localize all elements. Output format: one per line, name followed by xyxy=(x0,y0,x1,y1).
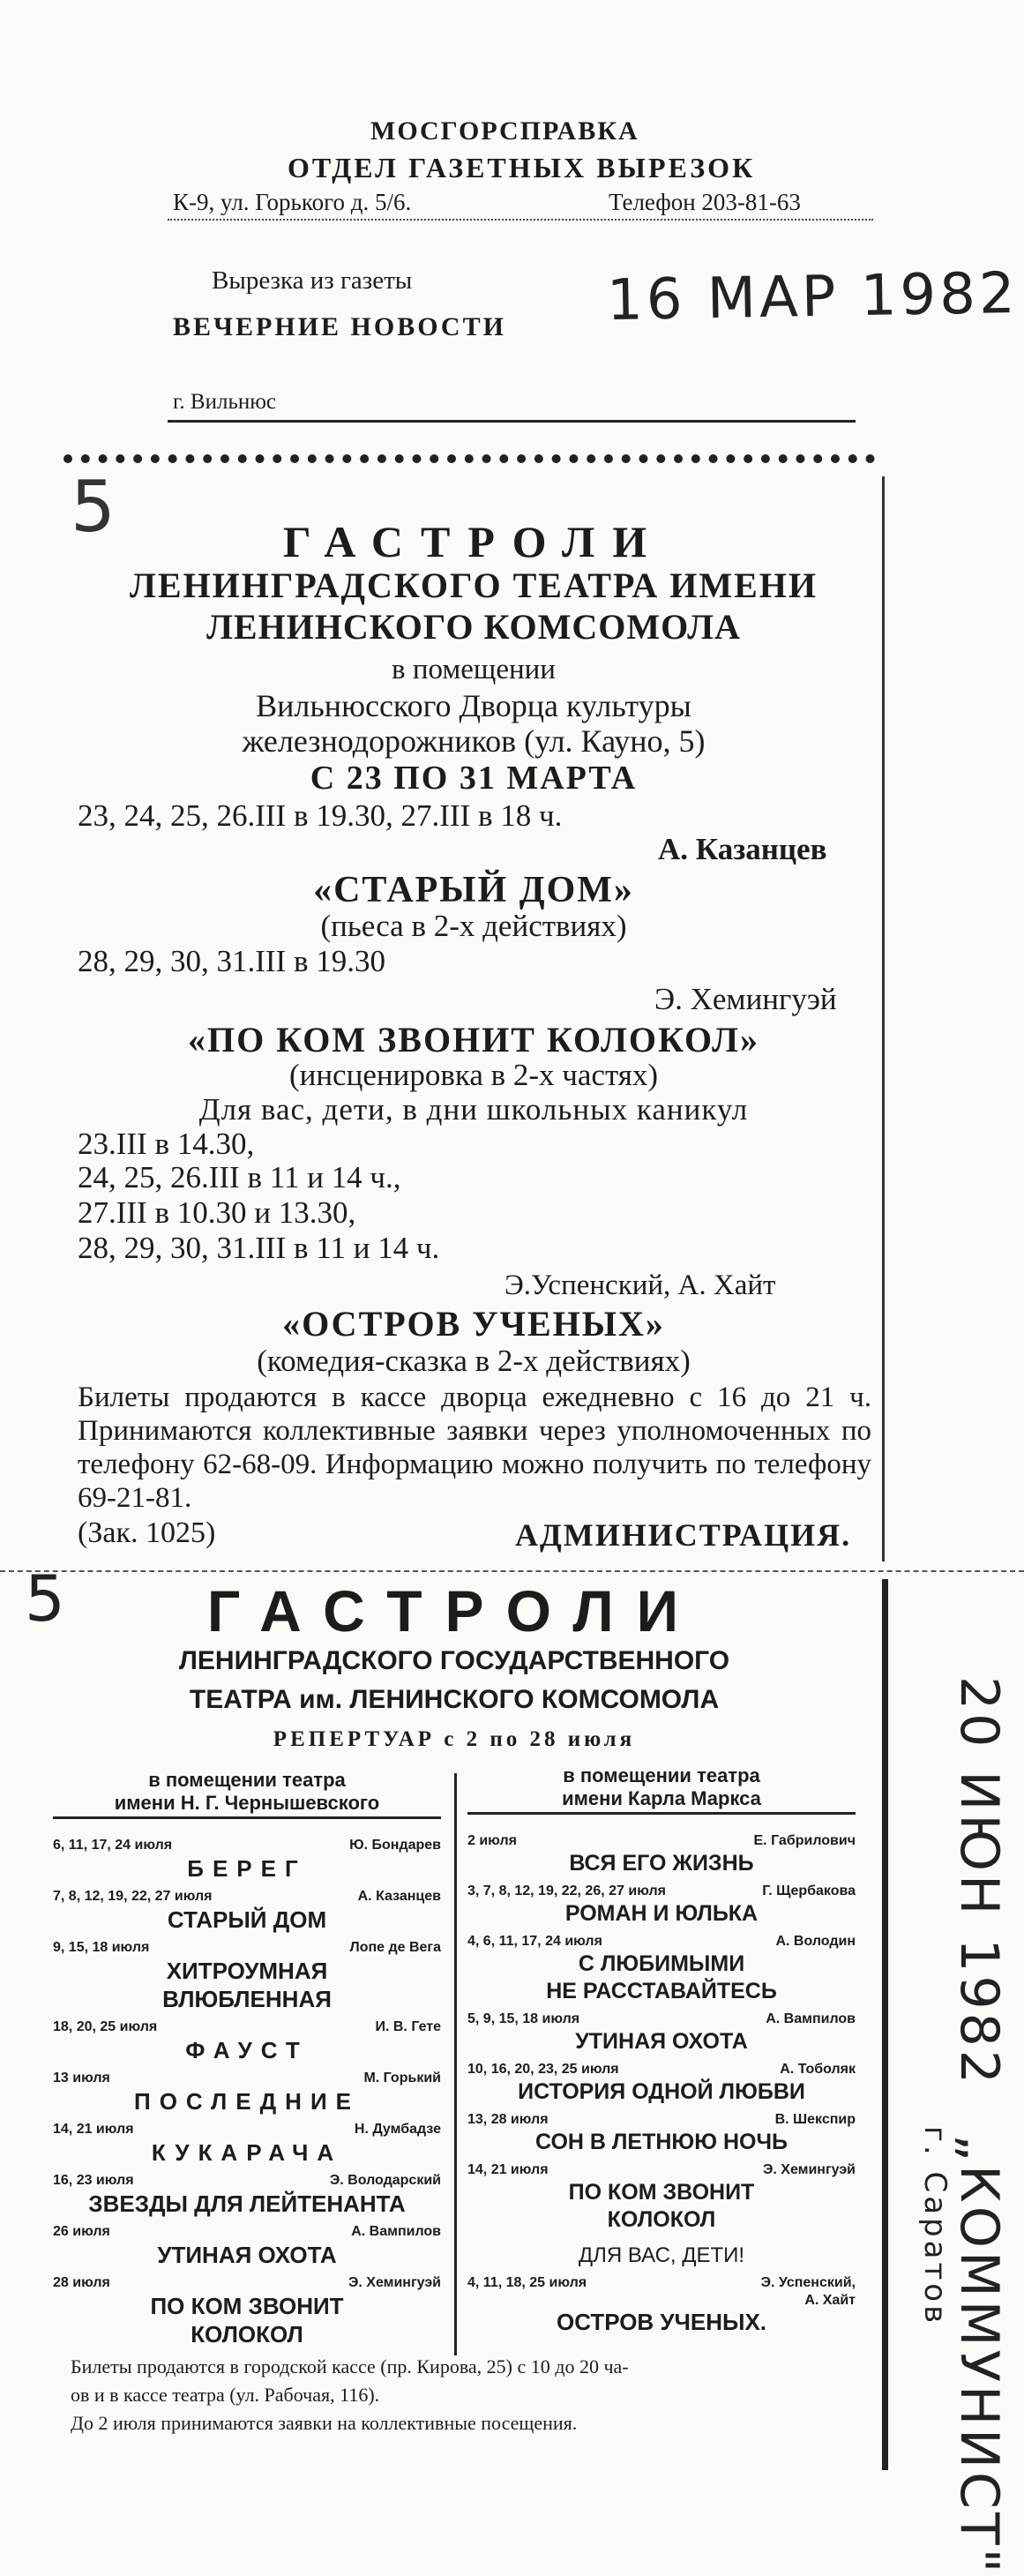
performance-dates: 28 июля xyxy=(53,2275,110,2290)
performance-author: А. Казанцев xyxy=(357,1889,441,1904)
performance-dates: 13, 28 июля xyxy=(467,2112,549,2127)
tickets-paragraph: Билеты продаются в кассе дворца ежедневно с 16 до 21 ч. Принимаются коллективные заявки через уполномоченных по телефону 62-68-09. Информацию можно получить по телефону 69-21-81. xyxy=(78,1382,871,1514)
play-title: «СТАРЫЙ ДОМ» xyxy=(313,870,634,910)
performance-title: СТАРЫЙ ДОМ xyxy=(167,1906,327,1933)
clipping-title: ГАСТРОЛИ xyxy=(282,517,665,566)
performance-title: ВЛЮБЛЕННАЯ xyxy=(162,1986,332,2012)
schedule-line: 27.III в 10.30 и 13.30, xyxy=(78,1195,356,1230)
performance-dates: 4, 6, 11, 17, 24 июля xyxy=(467,1934,602,1949)
performance-title: КУКАРАЧА xyxy=(151,2139,343,2166)
handwritten-number: 5 xyxy=(71,466,116,548)
side-stamp-paper: „КОММУНИСТ" xyxy=(948,2134,1010,2576)
clipping-subtitle: ЛЕНИНГРАДСКОГО ТЕАТРА ИМЕНИ xyxy=(130,565,818,605)
performance-title: ФАУСТ xyxy=(185,2037,309,2063)
performance-dates: 2 июля xyxy=(467,1833,517,1848)
performance-author: Н. Думбадзе xyxy=(354,2122,441,2137)
schedule-line: 28, 29, 30, 31.III в 11 и 14 ч. xyxy=(78,1231,440,1265)
performance-title: С ЛЮБИМЫМИ xyxy=(578,1951,745,1976)
performance-title: УТИНАЯ ОХОТА xyxy=(575,2029,748,2054)
performance-author: Лопе де Вега xyxy=(349,1940,441,1955)
performance-title: ПО КОМ ЗВОНИТ xyxy=(150,2293,344,2319)
performance-dates: 5, 9, 15, 18 июля xyxy=(467,2011,580,2026)
performance-title: ПО КОМ ЗВОНИТ xyxy=(568,2180,755,2205)
performance-title: ХИТРОУМНАЯ xyxy=(166,1958,328,1984)
side-stamp-date: 20 ИЮН 1982 xyxy=(948,1676,1010,2087)
header-department: ОТДЕЛ ГАЗЕТНЫХ ВЫРЕЗОК xyxy=(288,152,756,183)
header-address: К-9, ул. Горького д. 5/6. xyxy=(173,189,412,215)
schedule-line: 23, 24, 25, 26.III в 19.30, 27.III в 18 ч. xyxy=(78,798,563,833)
performance-title: УТИНАЯ ОХОТА xyxy=(157,2242,337,2268)
header-org: МОСГОРСПРАВКА xyxy=(370,116,639,146)
footer-line: До 2 июля принимаются заявки на коллективные посещения. xyxy=(71,2412,578,2434)
date-stamp: 16 МАР 1982 xyxy=(606,260,1020,334)
venue-line: железнодорожников (ул. Кауно, 5) xyxy=(242,723,706,759)
performance-dates: 4, 11, 18, 25 июля xyxy=(467,2275,587,2290)
play-description: (комедия-сказка в 2-х действиях) xyxy=(257,1344,691,1378)
signature-administration: АДМИНИСТРАЦИЯ. xyxy=(515,1517,852,1553)
performance-title: ИСТОРИЯ ОДНОЙ ЛЮБВИ xyxy=(518,2079,805,2104)
newspaper-city: г. Вильнюс xyxy=(173,390,277,414)
performance-author: А. Вампилов xyxy=(766,2011,856,2026)
performance-author: Э. Володарский xyxy=(329,2173,441,2188)
venue-line: в помещении xyxy=(392,654,556,685)
tour-dates: С 23 ПО 31 МАРТА xyxy=(310,760,638,797)
handwritten-number: 5 xyxy=(25,1561,65,1636)
header-phone: Телефон 203-81-63 xyxy=(609,189,801,215)
performance-dates: 16, 23 июля xyxy=(53,2173,134,2188)
cut-label: Вырезка из газеты xyxy=(212,266,413,295)
order-number: (Зак. 1025) xyxy=(78,1516,216,1549)
performance-title: ПОСЛЕДНИЕ xyxy=(134,2088,360,2115)
performance-dates: 14, 21 июля xyxy=(467,2162,549,2177)
performance-dates: 13 июля xyxy=(53,2071,110,2086)
venue-heading: имени Н. Г. Чернышевского xyxy=(53,1792,441,1819)
column-divider xyxy=(454,1773,457,2355)
header-rule xyxy=(168,420,856,423)
schedule-line: 28, 29, 30, 31.III в 19.30 xyxy=(78,944,385,978)
performance-dates: 26 июля xyxy=(53,2224,110,2239)
clipping-edge xyxy=(882,1579,888,2470)
venue-heading: в помещении театра xyxy=(563,1764,760,1786)
performance-author: Е. Габрилович xyxy=(753,1833,856,1848)
venue-line: Вильнюсского Дворца культуры xyxy=(256,688,691,723)
performance-author: И. В. Гете xyxy=(375,2019,441,2034)
play-description: (пьеса в 2-х действиях) xyxy=(320,909,627,943)
performance-author: В. Шекспир xyxy=(774,2112,856,2127)
clipping-subtitle: ЛЕНИНСКОГО КОМСОМОЛА xyxy=(206,607,741,647)
performance-dates: 6, 11, 17, 24 июля xyxy=(53,1838,173,1853)
performance-dates: 3, 7, 8, 12, 19, 22, 26, 27 июля xyxy=(467,1883,666,1898)
play-author: А. Казанцев xyxy=(658,832,827,866)
performance-dates: 7, 8, 12, 19, 22, 27 июля xyxy=(53,1889,213,1904)
clipping-subtitle: ТЕАТРА им. ЛЕНИНСКОГО КОМСОМОЛА xyxy=(189,1685,720,1714)
venue-heading: в помещении театра xyxy=(148,1769,346,1791)
performance-dates: 14, 21 июля xyxy=(53,2122,134,2137)
performance-author: Э. Успенский, xyxy=(760,2275,856,2290)
performance-dates: 10, 16, 20, 23, 25 июля xyxy=(467,2062,619,2077)
play-title: «ПО КОМ ЗВОНИТ КОЛОКОЛ» xyxy=(188,1020,759,1060)
clipping-title: ГАСТРОЛИ xyxy=(206,1578,702,1644)
footer-line: ов и в кассе театра (ул. Рабочая, 116). xyxy=(71,2384,380,2406)
venue-heading: имени Карла Маркса xyxy=(467,1787,856,1815)
schedule-line: 23.III в 14.30, xyxy=(78,1127,255,1161)
performance-author: Г. Щербакова xyxy=(762,1883,856,1898)
schedule-line: 24, 25, 26.III в 11 и 14 ч., xyxy=(78,1160,401,1194)
play-author: Э. Хемингуэй xyxy=(654,982,837,1016)
performance-author: Э. Хемингуэй xyxy=(348,2275,441,2290)
footer-line: Билеты продаются в городской кассе (пр. Кирова, 25) с 10 до 20 ча- xyxy=(71,2355,629,2378)
side-stamp-city: г. Саратов xyxy=(917,2126,953,2327)
performance-title: ЗВЕЗДЫ ДЛЯ ЛЕЙТЕНАНТА xyxy=(88,2190,406,2217)
clipping-1 xyxy=(64,454,884,1557)
repertoire-heading: РЕПЕРТУАР с 2 по 28 июля xyxy=(273,1727,636,1751)
play-title: «ОСТРОВ УЧЕНЫХ» xyxy=(282,1304,665,1344)
performance-author: Ю. Бондарев xyxy=(349,1838,441,1853)
header-divider xyxy=(168,219,873,221)
performance-title: СОН В ЛЕТНЮЮ НОЧЬ xyxy=(535,2130,788,2154)
clipping-subtitle: ЛЕНИНГРАДСКОГО ГОСУДАРСТВЕННОГО xyxy=(178,1646,730,1675)
performance-author: А. Хайт xyxy=(804,2293,856,2308)
performance-title: РОМАН И ЮЛЬКА xyxy=(564,1901,759,1926)
performance-author: А. Вампилов xyxy=(351,2224,441,2239)
performance-author: А. Тоболяк xyxy=(780,2062,856,2077)
kids-heading: ДЛЯ ВАС, ДЕТИ! xyxy=(578,2243,745,2267)
performance-title: ВСЯ ЕГО ЖИЗНЬ xyxy=(569,1851,754,1876)
clipping-border xyxy=(0,1570,1024,1572)
performance-author: М. Горький xyxy=(363,2071,441,2086)
performance-author: А. Володин xyxy=(775,1934,856,1949)
performance-dates: 9, 15, 18 июля xyxy=(53,1940,150,1955)
side-date-stamp xyxy=(948,1676,1010,2576)
play-description: (инсценировка в 2-х частях) xyxy=(288,1058,659,1092)
kids-heading: Для вас, дети, в дни школьных каникул xyxy=(198,1092,749,1127)
performance-title: БЕРЕГ xyxy=(187,1855,307,1882)
performance-title: КОЛОКОЛ xyxy=(607,2207,716,2232)
newspaper-name: ВЕЧЕРНИЕ НОВОСТИ xyxy=(173,312,506,341)
performance-dates: 18, 20, 25 июля xyxy=(53,2019,158,2034)
play-author: Э.Успенский, А. Хайт xyxy=(505,1269,776,1301)
performance-title: ОСТРОВ УЧЕНЫХ. xyxy=(556,2309,767,2335)
performance-title: КОЛОКОЛ xyxy=(191,2321,303,2348)
performance-title: НЕ РАССТАВАЙТЕСЬ xyxy=(546,1979,777,2003)
performance-author: Э. Хемингуэй xyxy=(763,2162,856,2177)
